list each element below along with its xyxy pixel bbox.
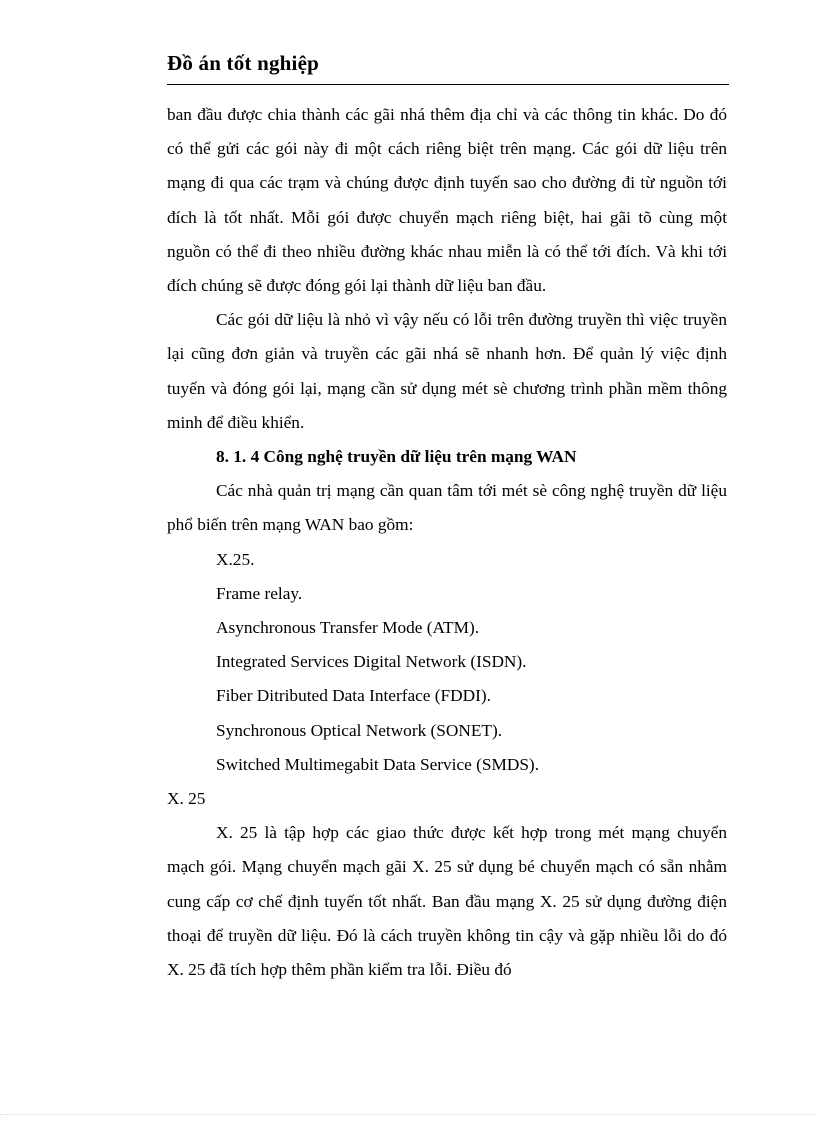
document-body xyxy=(167,98,727,987)
paragraph-wan-technologies-intro: Các nhà quản trị mạng cần quan tâm tới mét sè công nghệ truyền dữ liệu phổ biến trên mạng WAN bao gồm: xyxy=(167,481,727,535)
page-bottom-divider xyxy=(0,1114,816,1115)
header-title: Đồ án tốt nghiệp xyxy=(167,51,319,75)
list-item-isdn: Integrated Services Digital Network (ISDN). xyxy=(216,652,527,672)
list-item-frame-relay: Frame relay. xyxy=(216,583,303,603)
list-item-sonet: Synchronous Optical Network (SONET). xyxy=(216,720,503,740)
paragraph-packet-transmission: ban đầu được chia thành các gãi nhá thêm địa chỉ và các thông tin khác. Do đó có thể gửi các gói này đi một cách riêng biệt trên mạng. Các gói dữ liệu trên mạng đi qua các trạm và chúng được định tuyến sao cho đường đi từ nguồn tới đích là tốt nhất. Mỗi gói được chuyển mạch riêng biệt, hai gãi tõ cùng một nguồn có thể đi theo nhiều đường khác nhau miễn là có thể tới đích. Và khi tới đích chúng sẽ được đóng gói lại thành dữ liệu ban đầu. xyxy=(167,105,727,296)
page-header xyxy=(167,48,729,85)
list-item-x25: X.25. xyxy=(216,549,255,569)
section-heading: 8. 1. 4 Công nghệ truyền dữ liệu trên mạng WAN xyxy=(216,447,577,467)
paragraph-packet-size: Các gói dữ liệu là nhỏ vì vậy nếu có lỗi trên đường truyền thì việc truyền lại cũng đơn giản và truyền các gãi nhá sẽ nhanh hơn. Để quản lý việc định tuyến và đóng gói lại, mạng cần sử dụng mét sè chương trình phần mềm thông minh để điều khiển. xyxy=(167,310,727,432)
list-item-fddi: Fiber Ditributed Data Interface (FDDI). xyxy=(216,686,491,706)
paragraph-x25-description: X. 25 là tập hợp các giao thức được kết hợp trong mét mạng chuyển mạch gói. Mạng chuyển mạch gãi X. 25 sử dụng bé chuyển mạch có sẵn nhằm cung cấp cơ chế định tuyến tốt nhất. Ban đầu mạng X. 25 sử dụng đường điện thoại để truyền dữ liệu. Đó là cách truyền không tin cậy và gặp nhiều lỗi do đó X. 25 đã tích hợp thêm phần kiểm tra lỗi. Điều đó xyxy=(167,823,727,980)
list-item-smds: Switched Multimegabit Data Service (SMDS). xyxy=(216,754,540,774)
subheading-x25: X. 25 xyxy=(167,789,206,809)
list-item-atm: Asynchronous Transfer Mode (ATM). xyxy=(216,618,480,638)
